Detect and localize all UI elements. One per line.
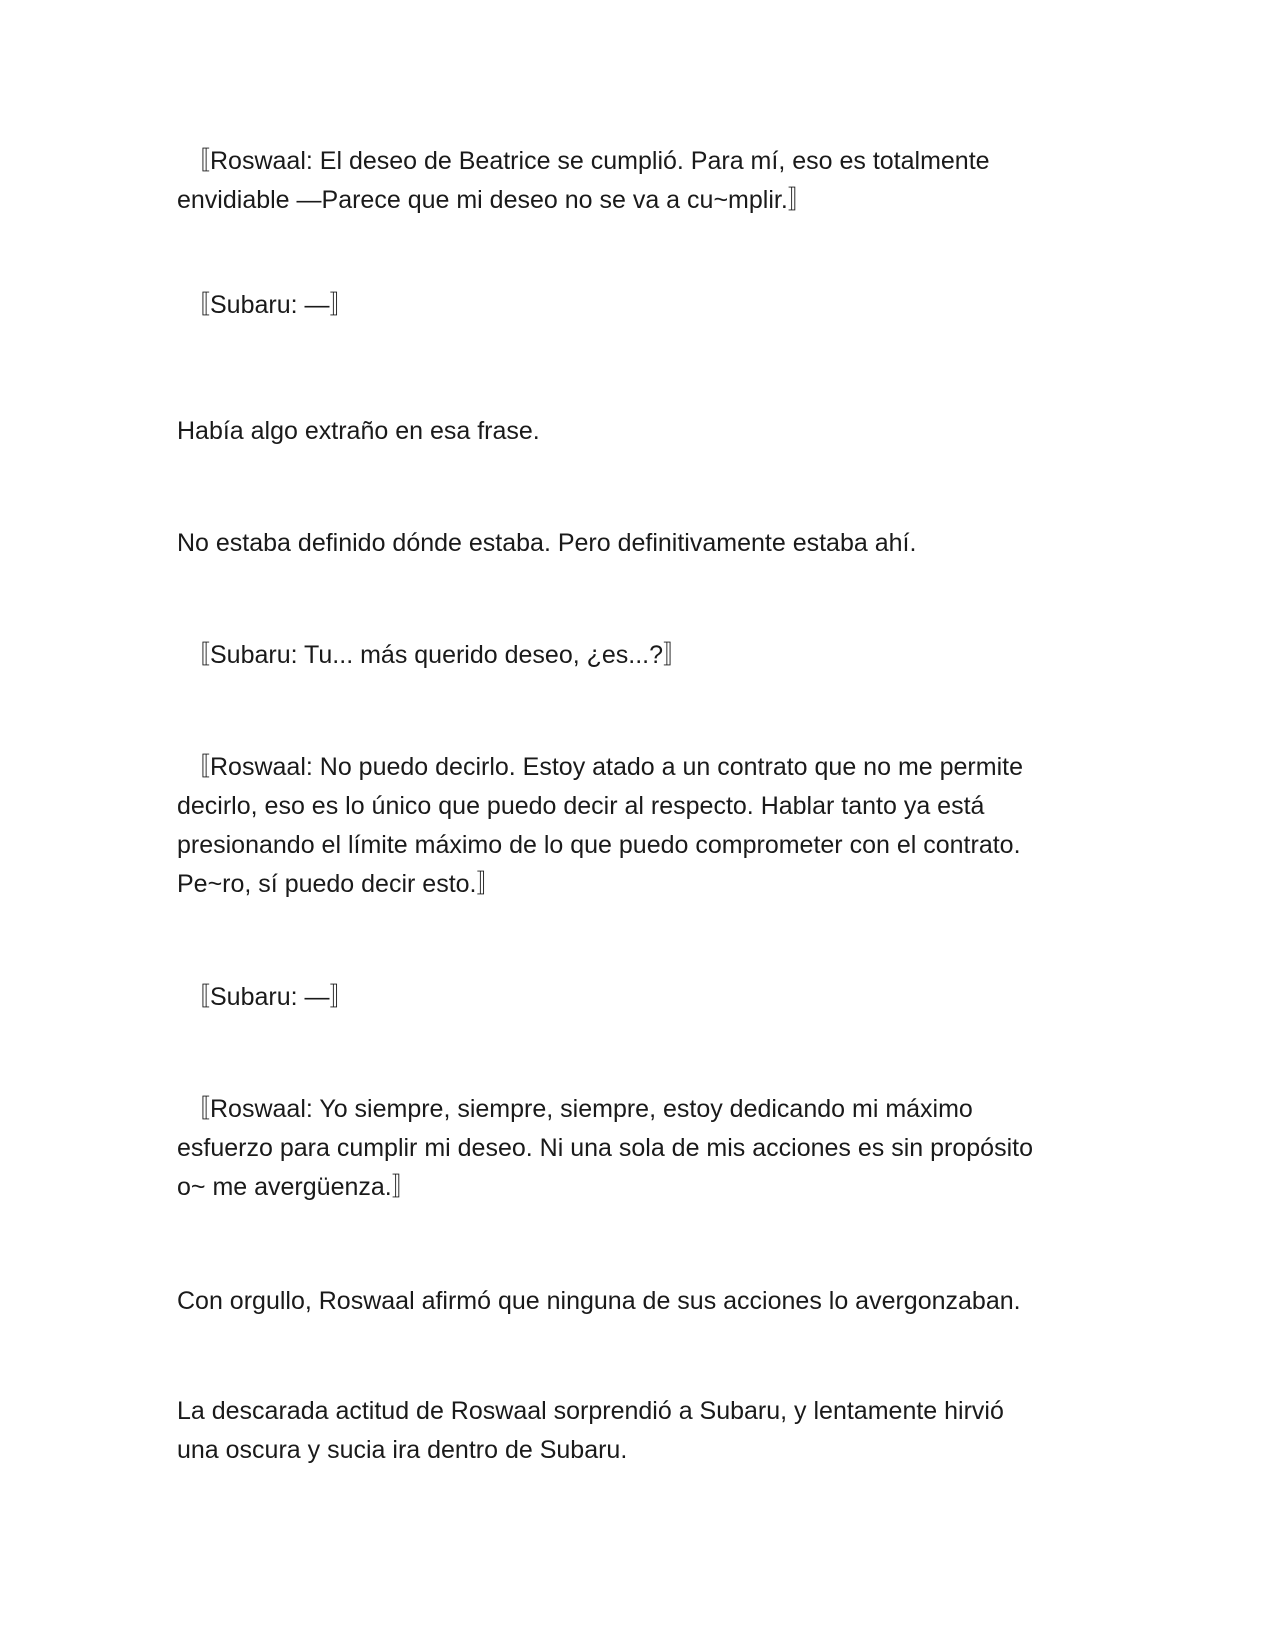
paragraph-line: No estaba definido dónde estaba. Pero definitivamente estaba ahí. <box>177 529 917 557</box>
paragraph-roswaal-dialogue-1 <box>177 142 1117 220</box>
paragraph-line: envidiable —Parece que mi deseo no se va a cu~mplir.〛 <box>177 186 813 214</box>
paragraph-line: o~ me avergüenza.〛 <box>177 1173 417 1201</box>
paragraph-narration-4 <box>177 1392 1117 1470</box>
paragraph-narration-1 <box>177 412 1117 451</box>
paragraph-line: esfuerzo para cumplir mi deseo. Ni una sola de mis acciones es sin propósito <box>177 1134 1033 1162</box>
paragraph-subaru-dialogue-2 <box>177 636 1117 675</box>
paragraph-line: decirlo, eso es lo único que puedo decir al respecto. Hablar tanto ya está <box>177 792 985 820</box>
paragraph-line: Pe~ro, sí puedo decir esto.〛 <box>177 870 502 898</box>
paragraph-line: 〚Subaru: —〛 <box>185 983 355 1011</box>
paragraph-subaru-dialogue-3 <box>177 978 1117 1017</box>
paragraph-subaru-dialogue-1 <box>177 286 1117 325</box>
paragraph-line: 〚Roswaal: El deseo de Beatrice se cumplió. Para mí, eso es totalmente <box>185 147 990 175</box>
paragraph-narration-2 <box>177 524 1117 563</box>
paragraph-narration-3 <box>177 1282 1117 1321</box>
paragraph-line: Con orgullo, Roswaal afirmó que ninguna de sus acciones lo avergonzaban. <box>177 1287 1021 1315</box>
paragraph-line: Había algo extraño en esa frase. <box>177 417 540 445</box>
paragraph-roswaal-dialogue-3 <box>177 1090 1117 1207</box>
paragraph-roswaal-dialogue-2 <box>177 748 1117 904</box>
paragraph-line: 〚Roswaal: Yo siempre, siempre, siempre, estoy dedicando mi máximo <box>185 1095 973 1123</box>
paragraph-line: 〚Roswaal: No puedo decirlo. Estoy atado a un contrato que no me permite <box>185 753 1023 781</box>
paragraph-line: una oscura y sucia ira dentro de Subaru. <box>177 1436 628 1464</box>
paragraph-line: La descarada actitud de Roswaal sorprendió a Subaru, y lentamente hirvió <box>177 1397 1004 1425</box>
paragraph-line: 〚Subaru: Tu... más querido deseo, ¿es...?〛 <box>185 641 689 669</box>
paragraph-line: presionando el límite máximo de lo que puedo comprometer con el contrato. <box>177 831 1021 859</box>
paragraph-line: 〚Subaru: —〛 <box>185 291 355 319</box>
